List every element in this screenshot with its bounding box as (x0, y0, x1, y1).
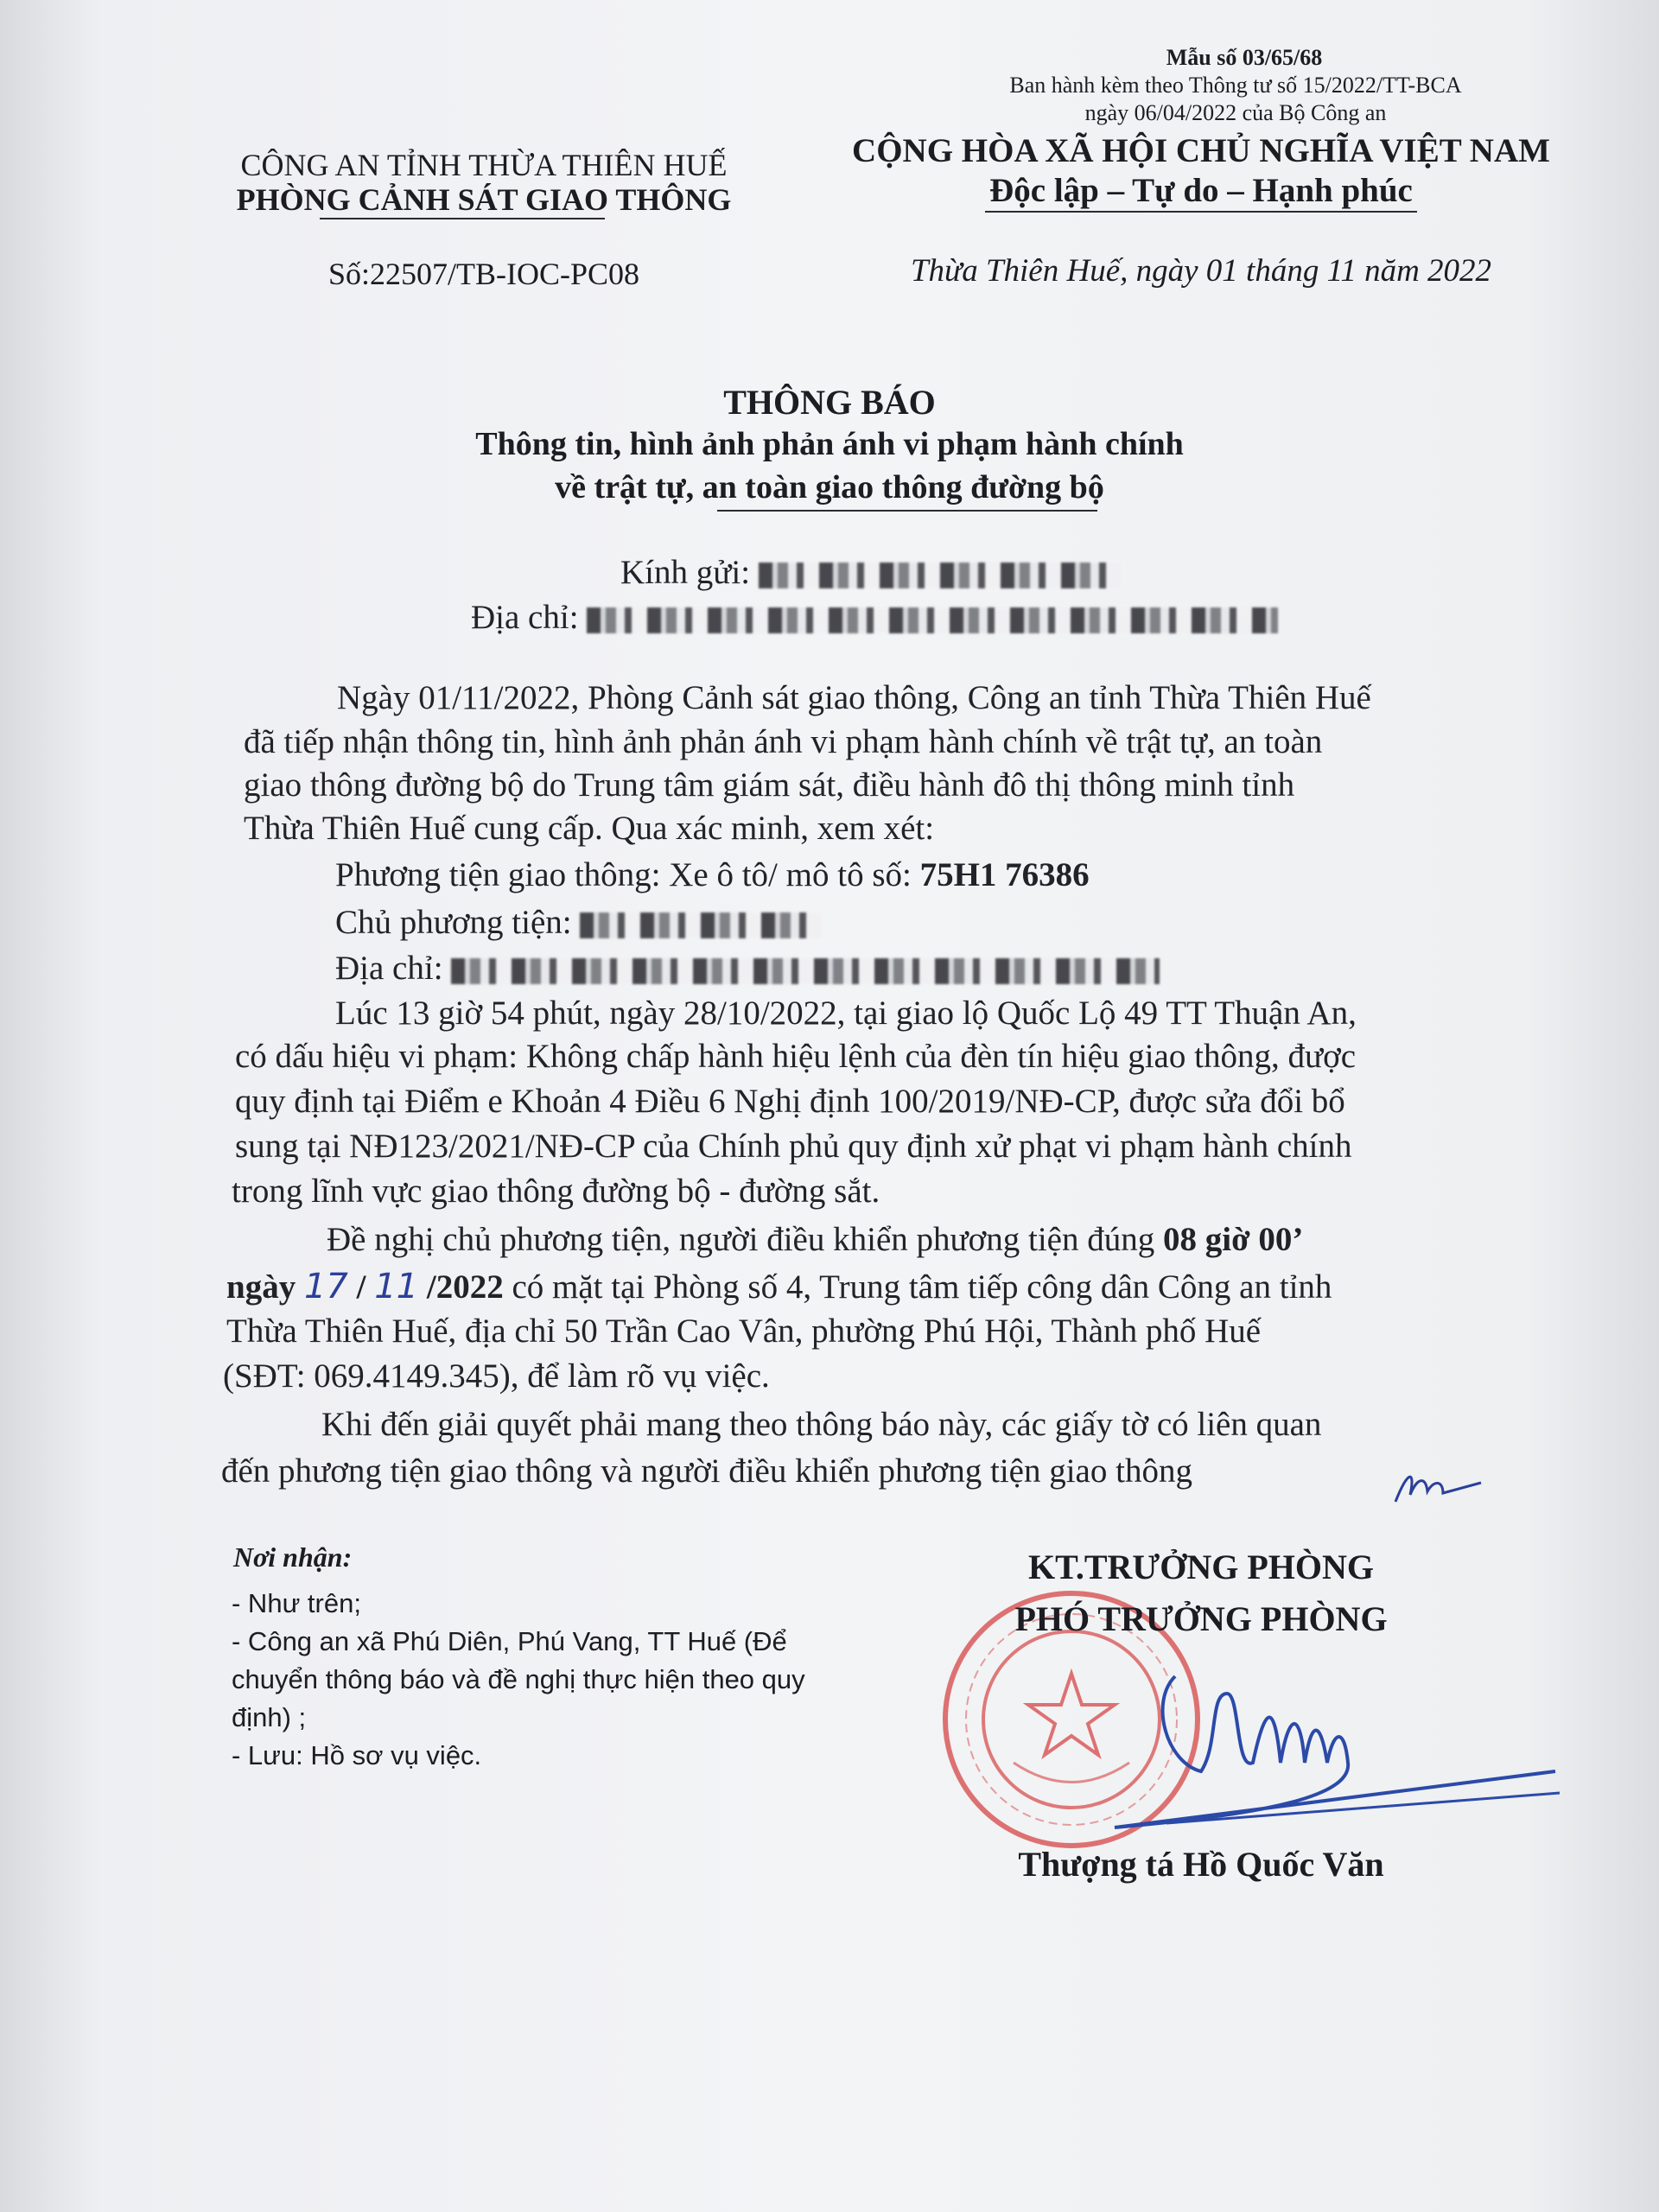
agency-name: PHÒNG CẢNH SÁT GIAO THÔNG (236, 182, 732, 217)
recipients-title: Nơi nhận: (233, 1541, 353, 1573)
p3-line-3: Thừa Thiên Huế, địa chỉ 50 Trần Cao Vân, phường Phú Hội, Thành phố Huế (226, 1313, 1262, 1350)
owner-line (335, 903, 822, 942)
p3-time: 08 giờ 00’ (1163, 1221, 1304, 1258)
redacted-recipient-name (759, 563, 1122, 588)
p3-line-2-rest: có mặt tại Phòng số 4, Trung tâm tiếp công dân Công an tỉnh (512, 1268, 1332, 1306)
national-title: CỘNG HÒA XÃ HỘI CHỦ NGHĨA VIỆT NAM (852, 132, 1550, 169)
signer-name: Thượng tá Hồ Quốc Văn (1018, 1845, 1384, 1884)
doc-number: Số:22507/TB-IOC-PC08 (327, 257, 640, 291)
p2-line-1: Lúc 13 giờ 54 phút, ngày 28/10/2022, tại giao lộ Quốc Lộ 49 TT Thuận An, (335, 995, 1357, 1032)
vehicle-line (335, 855, 1090, 894)
recipients-list (232, 1585, 805, 1775)
redacted-recipient-address (587, 607, 1278, 633)
subtitle-underline (717, 510, 1097, 512)
national-motto: Độc lập – Tự do – Hạnh phúc (989, 172, 1413, 209)
recipient-item: - Công an xã Phú Diên, Phú Vang, TT Huế (Để (232, 1626, 787, 1656)
p3-year: /2022 (426, 1268, 504, 1306)
owner-address-line (335, 949, 1160, 988)
p4-line-1: Khi đến giải quyết phải mang theo thông báo này, các giấy tờ có liên quan (321, 1406, 1322, 1443)
p3-line-4: (SĐT: 069.4149.345), để làm rõ vụ việc. (223, 1357, 770, 1395)
agency-underline (320, 218, 605, 219)
p3-line-1 (327, 1220, 1303, 1259)
recipient-item: định) ; (232, 1702, 307, 1732)
p1-line-3: giao thông đường bộ do Trung tâm giám sát, điều hành đô thị thông minh tỉnh (244, 766, 1295, 804)
owner-label: Chủ phương tiện: (335, 904, 572, 941)
p3-day-label: ngày (226, 1268, 296, 1306)
p2-line-4: sung tại NĐ123/2021/NĐ-CP của Chính phủ quy định xử phạt vi phạm hành chính (235, 1128, 1352, 1165)
place-date: Thừa Thiên Huế, ngày 01 tháng 11 năm 2022 (910, 253, 1492, 289)
notice-subtitle-1: Thông tin, hình ảnh phản ánh vi phạm hành chính (475, 426, 1184, 462)
motto-underline (985, 211, 1417, 213)
p1-line-2: đã tiếp nhận thông tin, hình ảnh phản ánh vi phạm hành chính về trật tự, an toàn (244, 723, 1323, 760)
agency-parent: CÔNG AN TỈNH THỪA THIÊN HUẾ (240, 148, 728, 182)
p3-line-2 (226, 1267, 1332, 1306)
form-issued-line1: Ban hành kèm theo Thông tư số 15/2022/TT-BCA (1009, 73, 1462, 98)
p2-line-5: trong lĩnh vực giao thông đường bộ - đường sắt. (232, 1173, 880, 1210)
recipient-address-label: Địa chỉ: (471, 599, 579, 636)
vehicle-label: Phương tiện giao thông: Xe ô tô/ mô tô số: (335, 856, 912, 893)
notice-heading: THÔNG BÁO (723, 383, 936, 422)
handwritten-day: 17 (303, 1267, 348, 1306)
signature-role-2: PHÓ TRƯỞNG PHÒNG (1014, 1599, 1388, 1638)
license-plate: 75H1 76386 (919, 856, 1090, 893)
p1-line-4: Thừa Thiên Huế cung cấp. Qua xác minh, xem xét: (244, 810, 935, 847)
signature-role-1: KT.TRƯỞNG PHÒNG (1028, 1548, 1374, 1586)
owner-address-label: Địa chỉ: (335, 950, 443, 987)
notice-subtitle-2: về trật tự, an toàn giao thông đường bộ (555, 469, 1104, 505)
p3-date-separator: / (356, 1268, 366, 1306)
form-issued-line2: ngày 06/04/2022 của Bộ Công an (1084, 100, 1387, 125)
recipient-item: - Như trên; (232, 1588, 361, 1618)
p4-line-2: đến phương tiện giao thông và người điều khiển phương tiện giao thông (221, 1452, 1192, 1490)
recipient-to-label: Kính gửi: (620, 554, 751, 591)
recipient-address (471, 598, 1278, 637)
handwritten-month: 11 (374, 1267, 419, 1306)
redacted-owner-address (451, 958, 1160, 984)
p1-line-1: Ngày 01/11/2022, Phòng Cảnh sát giao thông, Công an tỉnh Thừa Thiên Huế (337, 679, 1371, 716)
recipient-to (620, 553, 1122, 592)
p3-request: Đề nghị chủ phương tiện, người điều khiển phương tiện đúng (327, 1221, 1155, 1258)
p2-line-3: quy định tại Điểm e Khoản 4 Điều 6 Nghị định 100/2019/NĐ-CP, được sửa đổi bổ (235, 1083, 1345, 1120)
recipient-item: chuyển thông báo và đề nghị thực hiện theo quy (232, 1664, 805, 1694)
form-number: Mẫu số 03/65/68 (1166, 45, 1323, 70)
p2-line-2: có dấu hiệu vi phạm: Không chấp hành hiệu lệnh của đèn tín hiệu giao thông, được (235, 1038, 1357, 1075)
recipient-item: - Lưu: Hồ sơ vụ việc. (232, 1740, 482, 1770)
redacted-owner-name (580, 912, 822, 938)
handwritten-signature (1089, 1642, 1573, 1849)
handwritten-initial-mark (1391, 1460, 1486, 1512)
